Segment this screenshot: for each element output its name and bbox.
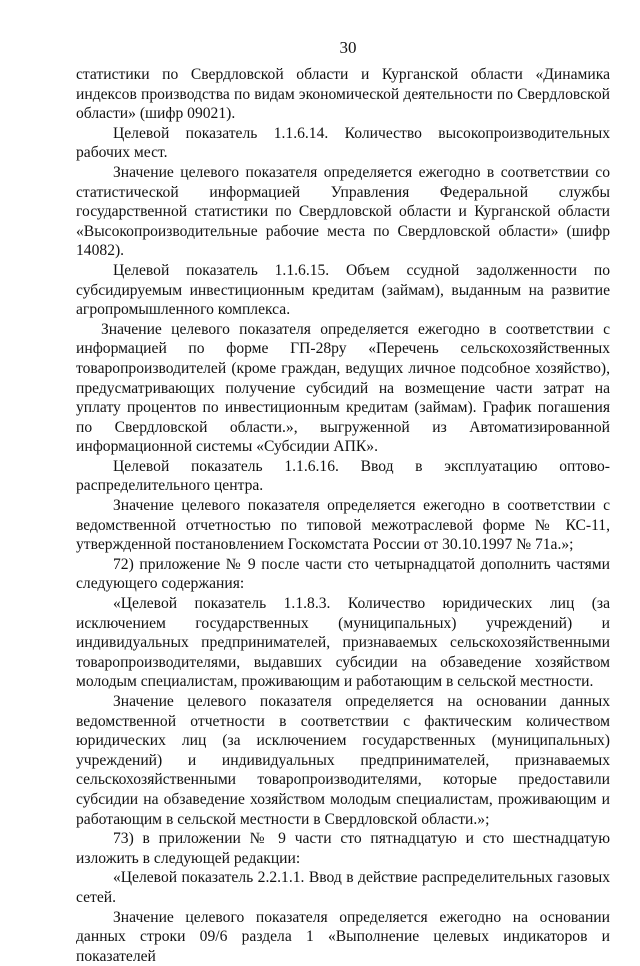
paragraph-1: статистики по Свердловской области и Курганской области «Динамика индексов производства по видам экономической деятельности по Свердловской области» (шифр 09021). bbox=[76, 66, 610, 123]
paragraph-12: «Целевой показатель 2.2.1.1. Ввод в действие распределительных газовых сетей. bbox=[76, 869, 610, 906]
paragraph-9: «Целевой показатель 1.1.8.3. Количество юридических лиц (за исключением государственных (муниципальных) учреждений) и индивидуальных предпринимателей, признаваемых сельскохозяйственными товаропроизводителями, выдавших субсидии на обзаведение хозяйством молодым специалистам, проживающим и работающим в сельской местности. bbox=[76, 595, 610, 691]
paragraph-13: Значение целевого показателя определяется ежегодно на основании данных строки 09/6 раздела 1 «Выполнение целевых индикаторов и показателей bbox=[76, 908, 610, 965]
paragraph-6: Целевой показатель 1.1.6.16. Ввод в эксплуатацию оптово-распределительного центра. bbox=[76, 457, 610, 495]
paragraph-7: Значение целевого показателя определяется ежегодно в соответствии с ведомственной отчетностью по типовой межотраслевой форме № КС-11, утвержденной постановлением Госкомстата России от 30.10.1997 № 71а.»; bbox=[76, 497, 610, 554]
paragraph-3: Значение целевого показателя определяется ежегодно в соответствии со статистической информацией Управления Федеральной службы государственной статистики по Свердловской области и Курганской области «Высокопроизводительные рабочие места по Свердловской области» (шифр 14082). bbox=[76, 163, 610, 260]
paragraph-10: Значение целевого показателя определяется на основании данных ведомственной отчетности в соответствии с фактическим количеством юридических лиц (за исключением государственных (муниципальных) учреждений) и индивидуальных предпринимателей, признаваемых сельскохозяйственными товаропроизводителями, которые предоставили субсидии на обзаведение хозяйством молодым специалистам, проживающим и работающим в сельской местности в Свердловской области.»; bbox=[76, 693, 610, 828]
paragraph-5: Значение целевого показателя определяется ежегодно в соответствии с информацией по форме ГП-28ру «Перечень сельскохозяйственных товаропроизводителей (кроме граждан, ведущих личное подсобное хозяйство), предусматривающих получение субсидий на возмещение части затрат на уплату процентов по инвестиционным кредитам (займам). График погашения по Свердловской области.», выгруженной из Автоматизированной информационной системы «Субсидии АПК». bbox=[76, 320, 610, 456]
page-number: 30 bbox=[339, 38, 357, 57]
paragraph-11: 73) в приложении № 9 части сто пятнадцатую и сто шестнадцатую изложить в следующей редакции: bbox=[76, 830, 610, 867]
paragraph-2: Целевой показатель 1.1.6.14. Количество высокопроизводительных рабочих мест. bbox=[76, 124, 610, 162]
paragraph-8: 72) приложение № 9 после части сто четырнадцатой дополнить частями следующего содержания: bbox=[76, 555, 610, 593]
paragraph-4: Целевой показатель 1.1.6.15. Объем ссудной задолженности по субсидируемым инвестиционным кредитам (займам), выданным на развитие агропромышленного комплекса. bbox=[76, 261, 610, 319]
